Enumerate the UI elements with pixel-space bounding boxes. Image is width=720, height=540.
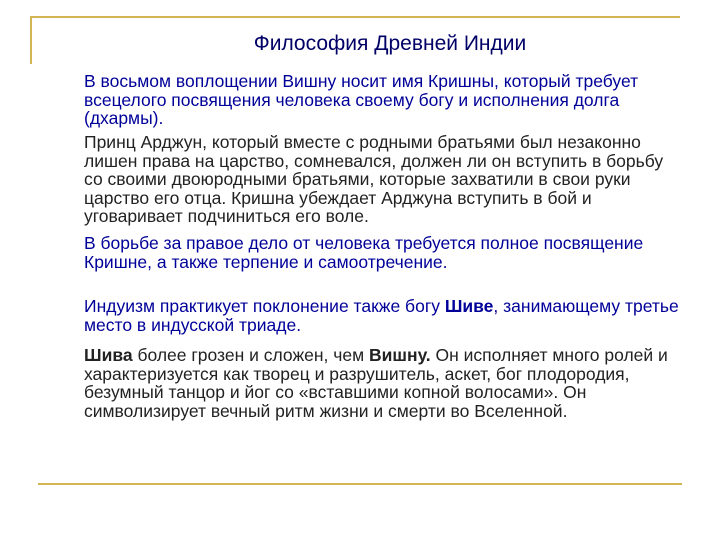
slide-title: Философия Древней Индии [253, 32, 527, 55]
paragraph-shiva-worship [84, 297, 684, 334]
bold-shiva: Шиве [444, 296, 494, 316]
top-border-line [30, 16, 680, 18]
text-span: более грозен и сложен, чем [132, 345, 370, 365]
bold-vishnu: Вишну. [369, 345, 431, 365]
text-span: Индуизм практикует поклонение также богу [84, 296, 445, 316]
bold-shiva: Шива [84, 345, 133, 365]
bottom-border-line [38, 483, 682, 485]
paragraph-krishna-incarnation: В восьмом воплощении Вишну носит имя Кришны, который требует всецелого посвящения человека своему богу и исполнения долга (дхармы). [84, 71, 639, 128]
text-span: Он исполняет много ролей и характеризуется как творец и разрушитель, аскет, бог плодородия, безумный танцор и йог со «вставшими копной волосами». Он символизирует вечный ритм жизни и смерти во Вселенной. [84, 345, 668, 421]
left-border-line [30, 16, 32, 64]
paragraph-prince-arjun: Принц Арджун, который вместе с родными братьями был незаконно лишен права на царство, сомневался, должен ли он вступить в борьбу со своими двоюродными братьями, которые захватили в свои руки царство его отца. Кришна убеждает Арджуна вступить в бой и уговаривает подчиниться его воле. [84, 132, 664, 226]
paragraph-shiva-description [84, 346, 684, 420]
text-span: , занимающему третье место в индусской триаде. [84, 296, 679, 335]
paragraph-righteous-struggle: В борьбе за правое дело от человека требуется полное посвящение Кришне, а также терпение и самоотречение. [84, 233, 644, 272]
